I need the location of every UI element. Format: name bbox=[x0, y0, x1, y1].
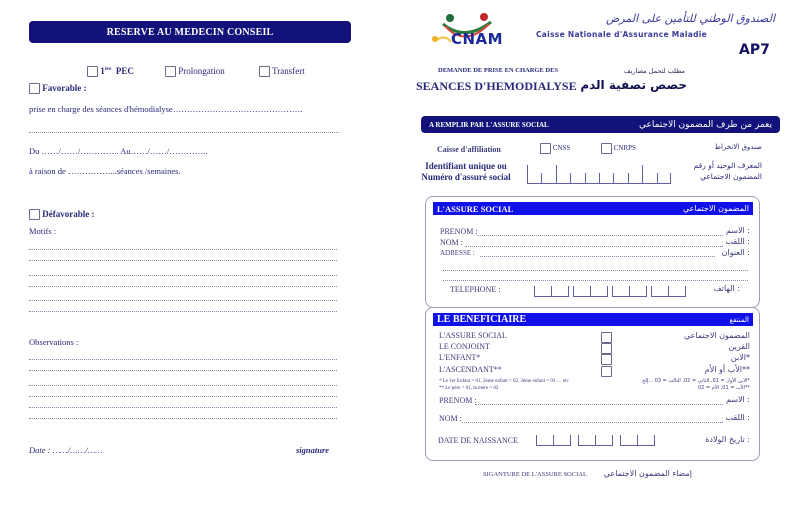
form-title-ar-small: مطلب لتحمل مصاريف bbox=[623, 67, 685, 75]
frequency-line[interactable]: à raison de ……………...séances /semaines. bbox=[29, 166, 181, 176]
beneficiaire-note2-ar: **الأب = 01، الأم = 02 bbox=[698, 385, 750, 391]
telephone-group[interactable] bbox=[612, 286, 647, 297]
assure-adresse-label: ADRESSE : bbox=[440, 249, 475, 257]
fill-bar-fr: A REMPLIR PAR L'ASSURE SOCIAL bbox=[429, 120, 549, 129]
assure-telephone-label: TELEPHONE : bbox=[450, 285, 501, 294]
transfert-option[interactable] bbox=[259, 66, 305, 77]
assure-adresse-input[interactable] bbox=[480, 256, 715, 257]
favorable-checkbox[interactable] bbox=[29, 83, 40, 94]
pec-option[interactable] bbox=[87, 66, 134, 77]
telephone-cell[interactable] bbox=[534, 286, 551, 296]
caisse-label: Caisse d'affiliation bbox=[437, 145, 501, 154]
assure-nom-label: NOM : bbox=[440, 238, 463, 247]
motifs-line[interactable] bbox=[29, 275, 337, 276]
identifiant-cell[interactable] bbox=[613, 173, 627, 183]
telephone-cell[interactable] bbox=[551, 286, 569, 296]
pec-label: 1ère PEC bbox=[100, 66, 134, 76]
beneficiaire-header bbox=[433, 313, 753, 326]
fill-by-assure-bar bbox=[421, 116, 780, 133]
motifs-label: Motifs : bbox=[29, 226, 57, 236]
date-naissance-ar: : تاريخ الولادة bbox=[705, 435, 750, 444]
cnam-french-name: Caisse Nationale d'Assurance Maladie bbox=[536, 30, 708, 39]
signature-assure-label: SIGANTURE DE L'ASSURE SOCIAL bbox=[483, 471, 587, 478]
beneficiaire-prenom-input[interactable] bbox=[475, 404, 723, 405]
defavorable-label: Défavorable : bbox=[42, 209, 95, 219]
telephone-cell[interactable] bbox=[668, 286, 686, 296]
beneficiaire-type-label: L'ASCENDANT** bbox=[439, 365, 502, 374]
form-title-ar: حصص تصفية الدم bbox=[580, 78, 687, 92]
motifs-line[interactable] bbox=[29, 300, 337, 301]
form-code: AP7 bbox=[739, 42, 770, 58]
observations-line[interactable] bbox=[29, 396, 337, 397]
telephone-cell[interactable] bbox=[612, 286, 629, 296]
assure-adresse-ar: : العنوان bbox=[721, 248, 750, 257]
cnrps-label: CNRPS bbox=[613, 144, 636, 153]
beneficiaire-header-fr: LE BENEFICIAIRE bbox=[437, 314, 527, 325]
prise-en-charge-continuation[interactable] bbox=[29, 132, 339, 133]
beneficiaire-type-label: L'ASSURE SOCIAL bbox=[439, 331, 507, 340]
assure-prenom-label: PRENOM : bbox=[440, 227, 478, 236]
favorable-option[interactable] bbox=[29, 83, 87, 94]
cnss-option[interactable] bbox=[540, 143, 570, 154]
pec-checkbox[interactable] bbox=[87, 66, 98, 77]
beneficiaire-type-checkbox[interactable] bbox=[601, 354, 612, 365]
identifiant-cell[interactable] bbox=[541, 173, 555, 183]
fill-bar-ar: يعمر من طرف المضمون الاجتماعي bbox=[638, 119, 772, 130]
cnrps-option[interactable] bbox=[601, 143, 636, 154]
beneficiaire-type-label: LE CONJOINT bbox=[439, 342, 490, 351]
beneficiaire-note2: ** Le père = 01, la mère = 02 bbox=[439, 386, 499, 391]
cnrps-checkbox[interactable] bbox=[601, 143, 612, 154]
beneficiaire-header-ar: المنتفع bbox=[729, 315, 749, 324]
prolongation-checkbox[interactable] bbox=[165, 66, 176, 77]
prolongation-option[interactable] bbox=[165, 66, 225, 77]
cnam-logo bbox=[425, 12, 525, 48]
date-naissance-group[interactable] bbox=[536, 435, 571, 446]
transfert-label: Transfert bbox=[272, 66, 305, 76]
date-naissance-cell[interactable] bbox=[637, 435, 655, 445]
date-naissance-cell[interactable] bbox=[536, 435, 553, 445]
date-naissance-cell[interactable] bbox=[578, 435, 595, 445]
motifs-line[interactable] bbox=[29, 286, 337, 287]
beneficiaire-type-label-ar: *الابن bbox=[730, 353, 750, 362]
caisse-label-ar: صندوق الانخراط bbox=[714, 143, 762, 151]
beneficiaire-type-checkbox[interactable] bbox=[601, 366, 612, 377]
period-line[interactable]: Du ……/……/………….. Au……/……/………….. bbox=[29, 146, 208, 156]
identifiant-cell[interactable] bbox=[570, 173, 584, 183]
assure-header-ar: المضمون الاجتماعي bbox=[682, 204, 749, 213]
beneficiaire-prenom-ar: : الاسم bbox=[725, 395, 750, 404]
favorable-label: Favorable : bbox=[42, 83, 87, 93]
telephone-cell[interactable] bbox=[629, 286, 647, 296]
beneficiaire-note1-ar: *الابن الأول = 01، الثاني = 02، الثالث = 03 ...إلخ bbox=[642, 378, 750, 384]
identifiant-label: Identifiant unique ou Numéro d'assuré social bbox=[421, 161, 511, 182]
identifiant-cell[interactable] bbox=[527, 165, 541, 183]
date-naissance-cell[interactable] bbox=[553, 435, 571, 445]
beneficiaire-note1: * Le 1er Enfant = 01, 2ème enfant = 02, 3ème enfant = 03 … etc bbox=[439, 379, 569, 384]
observations-line[interactable] bbox=[29, 370, 337, 371]
assure-nom-input[interactable] bbox=[465, 246, 723, 247]
date-naissance-label: DATE DE NAISSANCE bbox=[438, 436, 518, 445]
cnss-label: CNSS bbox=[552, 144, 571, 153]
prise-en-charge-line[interactable]: prise en charge des séances d'hémodialyse………………………………………. bbox=[29, 104, 303, 114]
identifiant-cell[interactable] bbox=[642, 165, 656, 183]
motifs-line[interactable] bbox=[29, 260, 337, 261]
beneficiaire-type-label: L'ENFANT* bbox=[439, 353, 481, 362]
medecin-conseil-header: RESERVE AU MEDECIN CONSEIL bbox=[29, 21, 351, 43]
motifs-line[interactable] bbox=[29, 311, 337, 312]
identifiant-cell[interactable] bbox=[585, 173, 599, 183]
telephone-cell[interactable] bbox=[651, 286, 668, 296]
identifiant-cell[interactable] bbox=[599, 173, 613, 183]
telephone-cell[interactable] bbox=[590, 286, 608, 296]
assure-telephone-ar: : الهاتف bbox=[713, 284, 740, 293]
telephone-group[interactable] bbox=[534, 286, 569, 297]
identifiant-label-ar: المعرف الوحيد أو رقم المضمون الاجتماعي bbox=[693, 161, 762, 181]
telephone-cell[interactable] bbox=[573, 286, 590, 296]
date-naissance-group[interactable] bbox=[620, 435, 655, 446]
defavorable-option[interactable] bbox=[29, 209, 94, 220]
assure-header-fr: L'ASSURE SOCIAL bbox=[437, 203, 514, 214]
date-naissance-input[interactable] bbox=[536, 435, 655, 446]
identifiant-cell[interactable] bbox=[556, 165, 570, 183]
telephone-group[interactable] bbox=[573, 286, 608, 297]
prolongation-label: Prolongation bbox=[178, 66, 225, 76]
beneficiaire-type-checkbox[interactable] bbox=[601, 343, 612, 354]
identifiant-input[interactable] bbox=[527, 165, 671, 184]
signature-label: signature bbox=[296, 445, 330, 455]
form-title-small: DEMANDE DE PRISE EN CHARGE DES bbox=[438, 67, 559, 74]
date-naissance-group[interactable] bbox=[578, 435, 613, 446]
observations-label: Observations : bbox=[29, 337, 79, 347]
cnam-arabic-name: الصندوق الوطني للتأمين على المرض bbox=[606, 12, 775, 25]
transfert-checkbox[interactable] bbox=[259, 66, 270, 77]
assure-nom-ar: : اللقب bbox=[725, 237, 750, 246]
assure-adresse-line3[interactable] bbox=[443, 280, 748, 281]
observations-line[interactable] bbox=[29, 418, 337, 419]
beneficiaire-type-label-ar: **الأب أو الأم bbox=[704, 365, 750, 374]
cnam-logo-text: CNAM bbox=[451, 30, 504, 48]
assure-adresse-line2[interactable] bbox=[443, 270, 748, 271]
date-field[interactable]: Date : ……/……/…… bbox=[29, 445, 103, 455]
assure-prenom-input[interactable] bbox=[478, 235, 723, 236]
beneficiaire-type-checkbox[interactable] bbox=[601, 332, 612, 343]
date-naissance-cell[interactable] bbox=[595, 435, 613, 445]
form-title: SEANCES D'HEMODIALYSE bbox=[416, 79, 577, 93]
observations-line[interactable] bbox=[29, 385, 337, 386]
date-naissance-cell[interactable] bbox=[620, 435, 637, 445]
beneficiaire-type-label-ar: القرين bbox=[728, 342, 750, 351]
beneficiaire-type-label-ar: المضمون الاجتماعي bbox=[683, 331, 750, 340]
beneficiaire-prenom-label: PRENOM : bbox=[439, 396, 477, 405]
motifs-line[interactable] bbox=[29, 249, 337, 250]
beneficiaire-nom-input[interactable] bbox=[462, 422, 723, 423]
cnss-checkbox[interactable] bbox=[540, 143, 551, 154]
beneficiaire-nom-label: NOM : bbox=[439, 414, 462, 423]
signature-assure-ar: إمضاء المضمون الاجتماعي bbox=[603, 469, 692, 478]
observations-line[interactable] bbox=[29, 359, 337, 360]
identifiant-cell[interactable] bbox=[628, 173, 642, 183]
assure-social-header bbox=[433, 202, 753, 215]
identifiant-cell[interactable] bbox=[657, 173, 671, 183]
defavorable-checkbox[interactable] bbox=[29, 209, 40, 220]
telephone-group[interactable] bbox=[651, 286, 686, 297]
assure-prenom-ar: : الاسم bbox=[725, 226, 750, 235]
assure-telephone-input[interactable] bbox=[534, 286, 686, 297]
observations-line[interactable] bbox=[29, 407, 337, 408]
beneficiaire-nom-ar: : اللقب bbox=[725, 413, 750, 422]
